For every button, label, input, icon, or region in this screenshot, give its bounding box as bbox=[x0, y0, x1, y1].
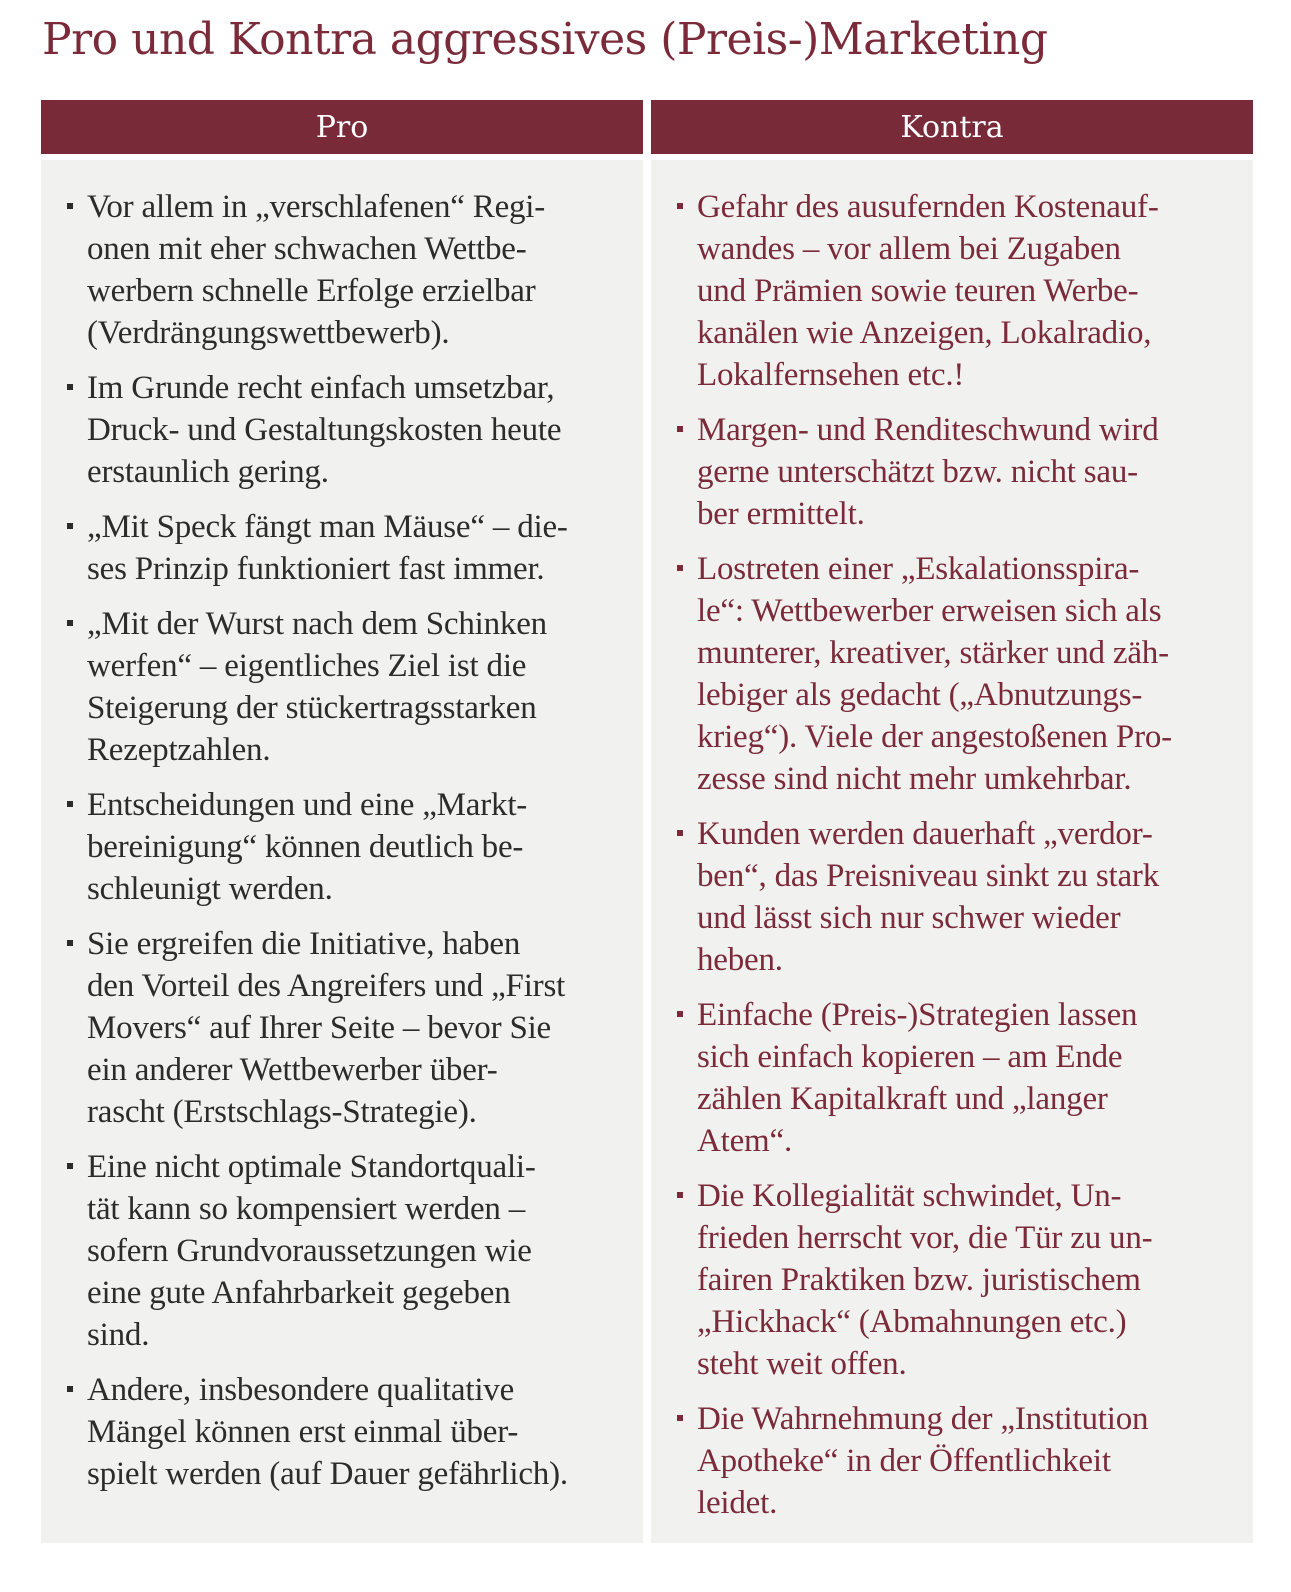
pro-item: „Mit Speck fängt man Mäuse“ – die- ses Prinzip funktioniert fast immer. bbox=[66, 506, 623, 590]
pro-list bbox=[66, 186, 623, 1495]
kontra-item: Einfache (Preis-)Strategien lassen sich einfach kopieren – am Ende zählen Kapitalkraft und „langer Atem“. bbox=[676, 994, 1233, 1162]
pro-item: Entscheidungen und eine „Markt- bereinigung“ können deutlich be- schleunigt werden. bbox=[66, 784, 623, 910]
pro-item: Vor allem in „verschlafenen“ Regi- onen mit eher schwachen Wettbe- werbern schnelle Erfolge erzielbar (Verdrängungswettbewerb). bbox=[66, 186, 623, 354]
kontra-list bbox=[676, 186, 1233, 1524]
kontra-item: Lostreten einer „Eskalationsspira- le“: Wettbewerber erweisen sich als munterer, kreativer, stärker und zäh- lebiger als gedacht („Abnutzungs- krieg“). Viele der angestoßenen Pro- zesse sind nicht mehr umkehrbar. bbox=[676, 548, 1233, 800]
kontra-item: Kunden werden dauerhaft „verdor- ben“, das Preisniveau sinkt zu stark und lässt sich nur schwer wieder heben. bbox=[676, 813, 1233, 981]
pro-item: „Mit der Wurst nach dem Schinken werfen“ – eigentliches Ziel ist die Steigerung der stückertragsstarken Rezeptzahlen. bbox=[66, 603, 623, 771]
pro-panel bbox=[41, 160, 643, 1543]
kontra-item: Die Kollegialität schwindet, Un- frieden herrscht vor, die Tür zu un- fairen Praktiken bzw. juristischem „Hickhack“ (Abmahnungen etc.) steht weit offen. bbox=[676, 1175, 1233, 1385]
pro-heading: Pro bbox=[41, 100, 643, 154]
kontra-column bbox=[651, 100, 1253, 1543]
kontra-item: Die Wahrnehmung der „Institution Apotheke“ in der Öffentlichkeit leidet. bbox=[676, 1398, 1233, 1524]
kontra-item: Gefahr des ausufernden Kostenauf- wandes – vor allem bei Zugaben und Prämien sowie teuren Werbe- kanälen wie Anzeigen, Lokalradio, Lokalfernsehen etc.! bbox=[676, 186, 1233, 396]
kontra-panel bbox=[651, 160, 1253, 1543]
pro-column bbox=[41, 100, 643, 1543]
kontra-heading: Kontra bbox=[651, 100, 1253, 154]
pro-item: Eine nicht optimale Standortquali- tät kann so kompensiert werden – sofern Grundvoraussetzungen wie eine gute Anfahrbarkeit gegeben sind. bbox=[66, 1146, 623, 1356]
pro-item: Andere, insbesondere qualitative Mängel können erst einmal über- spielt werden (auf Dauer gefährlich). bbox=[66, 1369, 623, 1495]
page-title: Pro und Kontra aggressives (Preis-)Marketing bbox=[42, 14, 1048, 65]
pro-item: Sie ergreifen die Initiative, haben den Vorteil des Angreifers und „First Movers“ auf Ihrer Seite – bevor Sie ein anderer Wettbewerber über- rascht (Erstschlags-Strategie). bbox=[66, 923, 623, 1133]
kontra-item: Margen- und Renditeschwund wird gerne unterschätzt bzw. nicht sau- ber ermittelt. bbox=[676, 409, 1233, 535]
pro-item: Im Grunde recht einfach umsetzbar, Druck- und Gestaltungskosten heute erstaunlich gering. bbox=[66, 367, 623, 493]
